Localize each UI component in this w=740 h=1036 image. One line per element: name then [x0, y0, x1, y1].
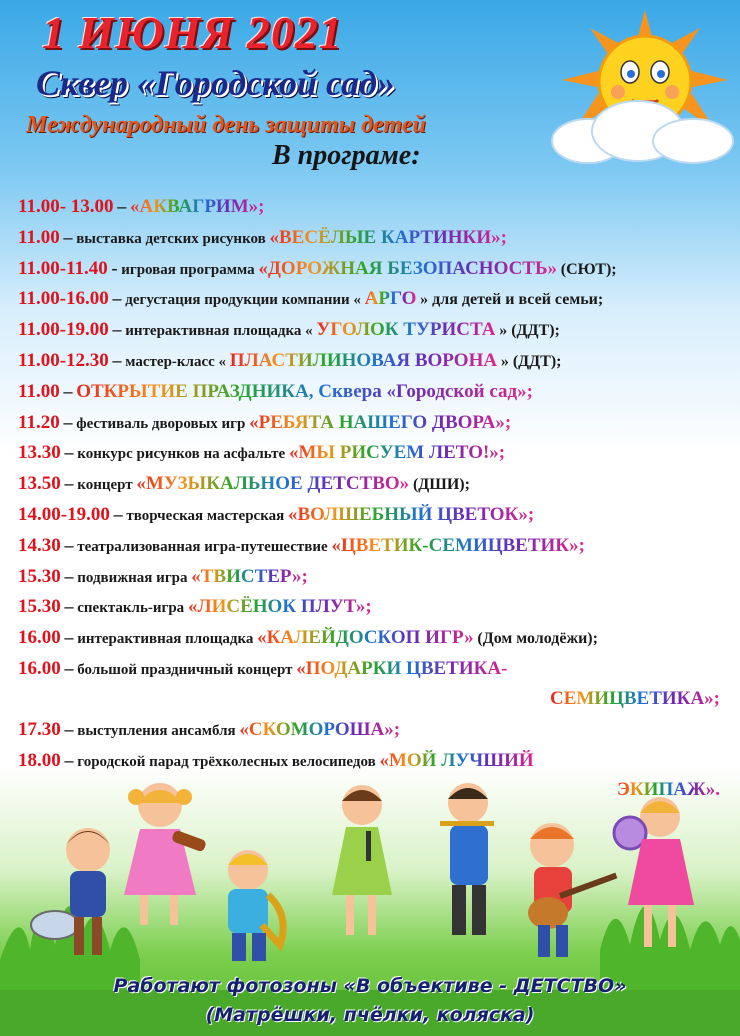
schedule-row [18, 591, 730, 622]
guitarist-child [528, 823, 617, 957]
schedule-row [18, 745, 730, 776]
separator-dash: – [63, 380, 73, 401]
schedule-row-continuation [18, 684, 730, 714]
separator-dash: – [64, 657, 74, 678]
schedule-row [18, 653, 730, 684]
event-title: «ТВИСТЕР»; [191, 565, 308, 587]
separator-dash: - [111, 257, 118, 278]
schedule-row [18, 714, 730, 745]
schedule-row [18, 191, 730, 222]
separator-dash: – [113, 503, 123, 524]
schedule-row [18, 314, 730, 345]
event-time: 11.00-16.00 [18, 288, 109, 310]
schedule-row [18, 468, 730, 499]
event-title: «ВЕСЁЛЫЕ КАРТИНКИ»; [269, 226, 507, 248]
event-time: 11.20 [18, 411, 60, 433]
event-title: «ПОДАРКИ ЦВЕТИКА- [296, 657, 508, 679]
event-time: 13.30 [18, 442, 61, 464]
event-time: 16.00 [18, 627, 61, 649]
event-time: 11.00-12.30 [18, 349, 109, 371]
event-description: фестиваль дворовых игр [76, 415, 246, 432]
event-description: интерактивная площадка « [125, 323, 313, 340]
event-description: спектакль-игра [77, 600, 185, 617]
schedule-row-continuation [18, 775, 730, 805]
event-description: выступления ансамбля [77, 722, 236, 739]
event-title: «СКОМОРОША»; [239, 718, 401, 740]
schedule-row [18, 437, 730, 468]
schedule-row [18, 222, 730, 253]
event-title: «МУЗЫКАЛЬНОЕ ДЕТСТВО» [136, 473, 410, 495]
separator-dash: – [64, 534, 74, 555]
event-description: игровая программа [121, 261, 255, 278]
event-title: «АКВАГРИМ»; [130, 196, 265, 217]
event-title: «ЦВЕТИК-СЕМИЦВЕТИК»; [331, 534, 585, 556]
event-description: большой праздничный концерт [77, 661, 293, 678]
event-suffix: » (ДДТ); [499, 322, 560, 340]
event-time: 11.00 [18, 226, 60, 248]
separator-dash: – [64, 565, 74, 586]
event-title: «МОЙ ЛУЧШИЙ [379, 749, 534, 771]
event-suffix: » для детей и всей семьи; [420, 291, 604, 309]
schedule-row [18, 561, 730, 592]
event-description: подвижная игра [77, 569, 188, 586]
event-suffix: (Дом молодёжи); [477, 630, 598, 648]
separator-dash: – [63, 411, 73, 432]
schedule-row [18, 253, 730, 284]
event-time: 11.00- 13.00 [18, 196, 114, 217]
event-description: дегустация продукции компании « [125, 292, 361, 309]
event-description: театрализованная игра-путешествие [77, 538, 328, 555]
separator-dash: – [112, 288, 122, 309]
schedule-row [18, 376, 730, 407]
event-description: городской парад трёхколесных велосипедов [77, 753, 376, 770]
event-title: АРГО [364, 288, 417, 310]
singer-child [332, 785, 392, 935]
schedule-row [18, 622, 730, 653]
event-title: ПЛАСТИЛИНОВАЯ ВОРОНА [229, 349, 498, 371]
schedule-row [18, 499, 730, 530]
separator-dash: – [64, 473, 74, 494]
event-time: 14.30 [18, 534, 61, 556]
separator-dash: – [64, 596, 74, 617]
event-time: 15.30 [18, 596, 61, 618]
event-title: «МЫ РИСУЕМ ЛЕТО!»; [288, 442, 506, 464]
separator-dash: – [64, 627, 74, 648]
separator-dash: – [64, 749, 74, 770]
schedule-row [18, 407, 730, 438]
schedule-row [18, 530, 730, 561]
event-suffix: (ДШИ); [412, 476, 470, 494]
photozone-items-line: (Матрёшки, пчёлки, коляска) [205, 1004, 535, 1026]
event-title: ЭКИПАЖ». [617, 779, 720, 801]
event-title: «ВОЛШЕБНЫЙ ЦВЕТОК»; [287, 503, 535, 525]
separator-dash: – [112, 319, 122, 340]
schedule-row [18, 283, 730, 314]
event-description: творческая мастерская [126, 507, 285, 524]
event-title: «РЕБЯТА НАШЕГО ДВОРА»; [249, 411, 512, 433]
tambourine-child [614, 797, 694, 947]
event-time: 13.50 [18, 473, 61, 495]
event-title: УГОЛОК ТУРИСТА [316, 319, 496, 341]
event-time: 11.00-19.00 [18, 319, 109, 341]
event-description: мастер-класс « [125, 353, 227, 370]
drummer-child [31, 828, 110, 955]
event-title: СЕМИЦВЕТИКА»; [549, 687, 720, 709]
separator-dash: – [63, 226, 73, 247]
event-title: ОТКРЫТИЕ ПРАЗДНИКА, Сквера «Городской сад»; [76, 380, 533, 402]
event-description: концерт [77, 477, 133, 494]
event-title: «ДОРОЖНАЯ БЕЗОПАСНОСТЬ» [258, 257, 558, 279]
separator-dash: – [112, 349, 122, 370]
event-suffix: (СЮТ); [560, 260, 617, 278]
schedule-row [18, 345, 730, 376]
venue-title: Сквер «Городской сад» [36, 63, 395, 103]
separator-dash: – [64, 718, 74, 739]
event-time: 11.00 [18, 380, 60, 402]
flutist-child [440, 783, 494, 935]
event-description: конкурс рисунков на асфальте [77, 446, 286, 463]
holiday-title: Международный день защиты детей [26, 112, 426, 138]
event-suffix: » (ДДТ); [500, 352, 562, 370]
event-time: 15.30 [18, 565, 61, 587]
saxophonist-child [228, 850, 283, 961]
event-date: 1 ИЮНЯ 2021 [42, 7, 343, 58]
event-description: выставка детских рисунков [76, 230, 266, 247]
separator-dash: – [117, 196, 127, 216]
photozone-line: Работают фотозоны «В объективе - ДЕТСТВО» [113, 975, 627, 997]
separator-dash: – [64, 442, 74, 463]
event-time: 14.00-19.00 [18, 503, 110, 525]
event-title: «ЛИСЁНОК ПЛУТ»; [187, 596, 372, 618]
schedule-list [18, 191, 730, 805]
program-heading: В програме: [272, 140, 421, 171]
event-title: «КАЛЕЙДОСКОП ИГР» [257, 627, 474, 649]
event-time: 17.30 [18, 718, 61, 740]
event-time: 18.00 [18, 749, 61, 771]
event-description: интерактивная площадка [77, 631, 254, 648]
event-time: 11.00-11.40 [18, 257, 108, 279]
event-time: 16.00 [18, 657, 61, 679]
